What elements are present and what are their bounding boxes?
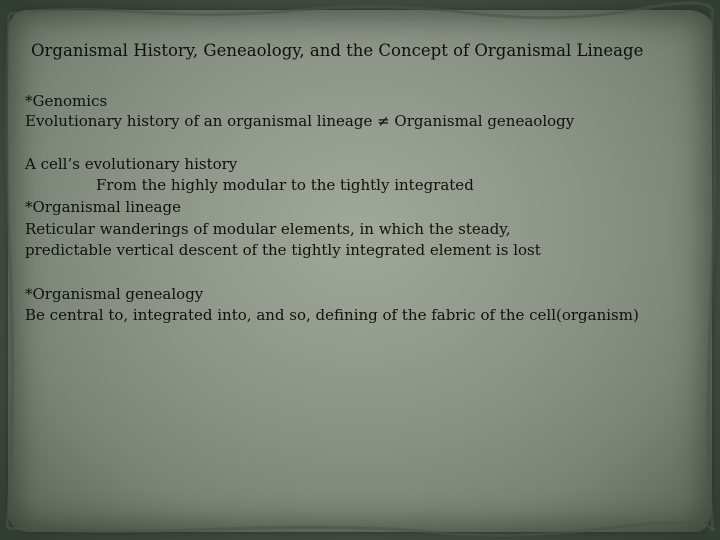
- line-evolutionary-history: Evolutionary history of an organismal lineage ≠ Organismal geneaology: [25, 112, 575, 130]
- bullet-organismal-genealogy: *Organismal genealogy: [25, 285, 204, 303]
- parchment-panel: [8, 10, 712, 532]
- bullet-organismal-lineage: *Organismal lineage: [25, 198, 181, 216]
- line-vertical-descent: predictable vertical descent of the tightly integrated element is lost: [25, 241, 541, 259]
- bullet-genomics: *Genomics: [25, 92, 108, 110]
- line-central-fabric: Be central to, integrated into, and so, defining of the fabric of the cell(organism): [25, 306, 639, 324]
- slide-title: Organismal History, Geneaology, and the Concept of Organismal Lineage: [31, 41, 644, 60]
- line-modular-integrated: From the highly modular to the tightly integrated: [96, 176, 474, 194]
- line-reticular-wanderings: Reticular wanderings of modular elements, in which the steady,: [25, 220, 511, 238]
- line-cell-history: A cell’s evolutionary history: [25, 155, 238, 173]
